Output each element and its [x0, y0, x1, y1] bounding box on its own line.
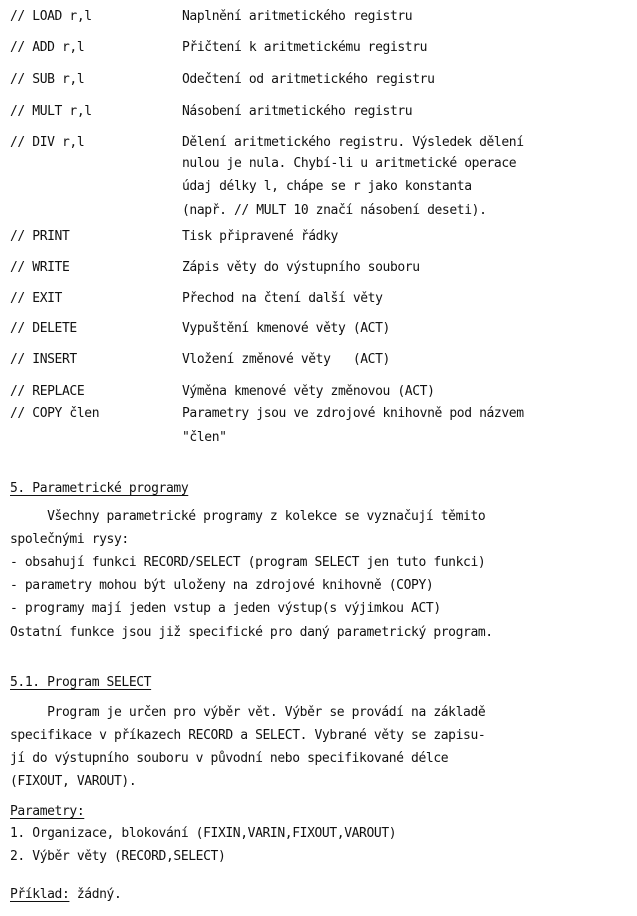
command-copy: // COPY člen — [10, 406, 100, 421]
section-5-line: - parametry mohou být uloženy na zdrojové knihovně (COPY) — [10, 578, 434, 593]
command-div-desc-1: Dělení aritmetického registru. Výsledek dělení — [182, 135, 524, 150]
command-sub-desc: Odečtení od aritmetického registru — [182, 72, 435, 87]
command-mult: // MULT r,l — [10, 104, 92, 119]
command-delete: // DELETE — [10, 321, 77, 336]
section-5-1-line: specifikace v příkazech RECORD a SELECT. Vybrané věty se zapisu- — [10, 728, 486, 743]
command-exit: // EXIT — [10, 291, 62, 306]
section-5-line: - obsahují funkci RECORD/SELECT (program SELECT jen tuto funkci) — [10, 555, 486, 570]
command-insert: // INSERT — [10, 352, 77, 367]
command-add-desc: Přičtení k aritmetickému registru — [182, 40, 428, 55]
command-print: // PRINT — [10, 229, 70, 244]
command-sub: // SUB r,l — [10, 72, 85, 87]
command-replace-desc: Výměna kmenové věty změnovou (ACT) — [182, 384, 435, 399]
command-write-desc: Zápis věty do výstupního souboru — [182, 260, 420, 275]
command-div: // DIV r,l — [10, 135, 85, 150]
command-print-desc: Tisk připravené řádky — [182, 229, 338, 244]
command-copy-desc-2: "člen" — [182, 430, 227, 445]
example-label: Příklad: — [10, 887, 70, 902]
command-load-desc: Naplnění aritmetického registru — [182, 9, 413, 24]
command-mult-desc: Násobení aritmetického registru — [182, 104, 413, 119]
command-copy-desc-1: Parametry jsou ve zdrojové knihovně pod názvem — [182, 406, 524, 421]
example-value: žádný. — [69, 887, 122, 902]
example-line — [10, 887, 121, 903]
section-5-line: společnými rysy: — [10, 532, 129, 547]
section-5-1-heading: 5.1. Program SELECT — [10, 675, 152, 690]
command-write: // WRITE — [10, 260, 70, 275]
parameter-item: 2. Výběr věty (RECORD,SELECT) — [10, 849, 226, 864]
command-div-desc-4: (např. // MULT 10 značí násobení deseti). — [182, 203, 487, 218]
section-5-heading: 5. Parametrické programy — [10, 481, 189, 496]
parameters-label: Parametry: — [10, 804, 85, 819]
command-div-desc-3: údaj délky l, chápe se r jako konstanta — [182, 179, 472, 194]
section-5-1-line: jí do výstupního souboru v původní nebo specifikované délce — [10, 751, 449, 766]
section-5-line: Ostatní funkce jsou již specifické pro daný parametrický program. — [10, 625, 493, 640]
section-5-line: - programy mají jeden vstup a jeden výstup(s výjimkou ACT) — [10, 601, 441, 616]
parameter-item: 1. Organizace, blokování (FIXIN,VARIN,FIXOUT,VAROUT) — [10, 826, 397, 841]
command-exit-desc: Přechod na čtení další věty — [182, 291, 383, 306]
section-5-1-line: Program je určen pro výběr vět. Výběr se provádí na základě — [10, 705, 486, 720]
section-5-1-line: (FIXOUT, VAROUT). — [10, 774, 137, 789]
section-5-line: Všechny parametrické programy z kolekce se vyznačují těmito — [10, 509, 486, 524]
command-add: // ADD r,l — [10, 40, 85, 55]
command-div-desc-2: nulou je nula. Chybí-li u aritmetické operace — [182, 156, 517, 171]
command-load: // LOAD r,l — [10, 9, 92, 24]
command-delete-desc: Vypuštění kmenové věty (ACT) — [182, 321, 390, 336]
command-insert-desc: Vložení změnové věty (ACT) — [182, 352, 390, 367]
command-replace: // REPLACE — [10, 384, 85, 399]
